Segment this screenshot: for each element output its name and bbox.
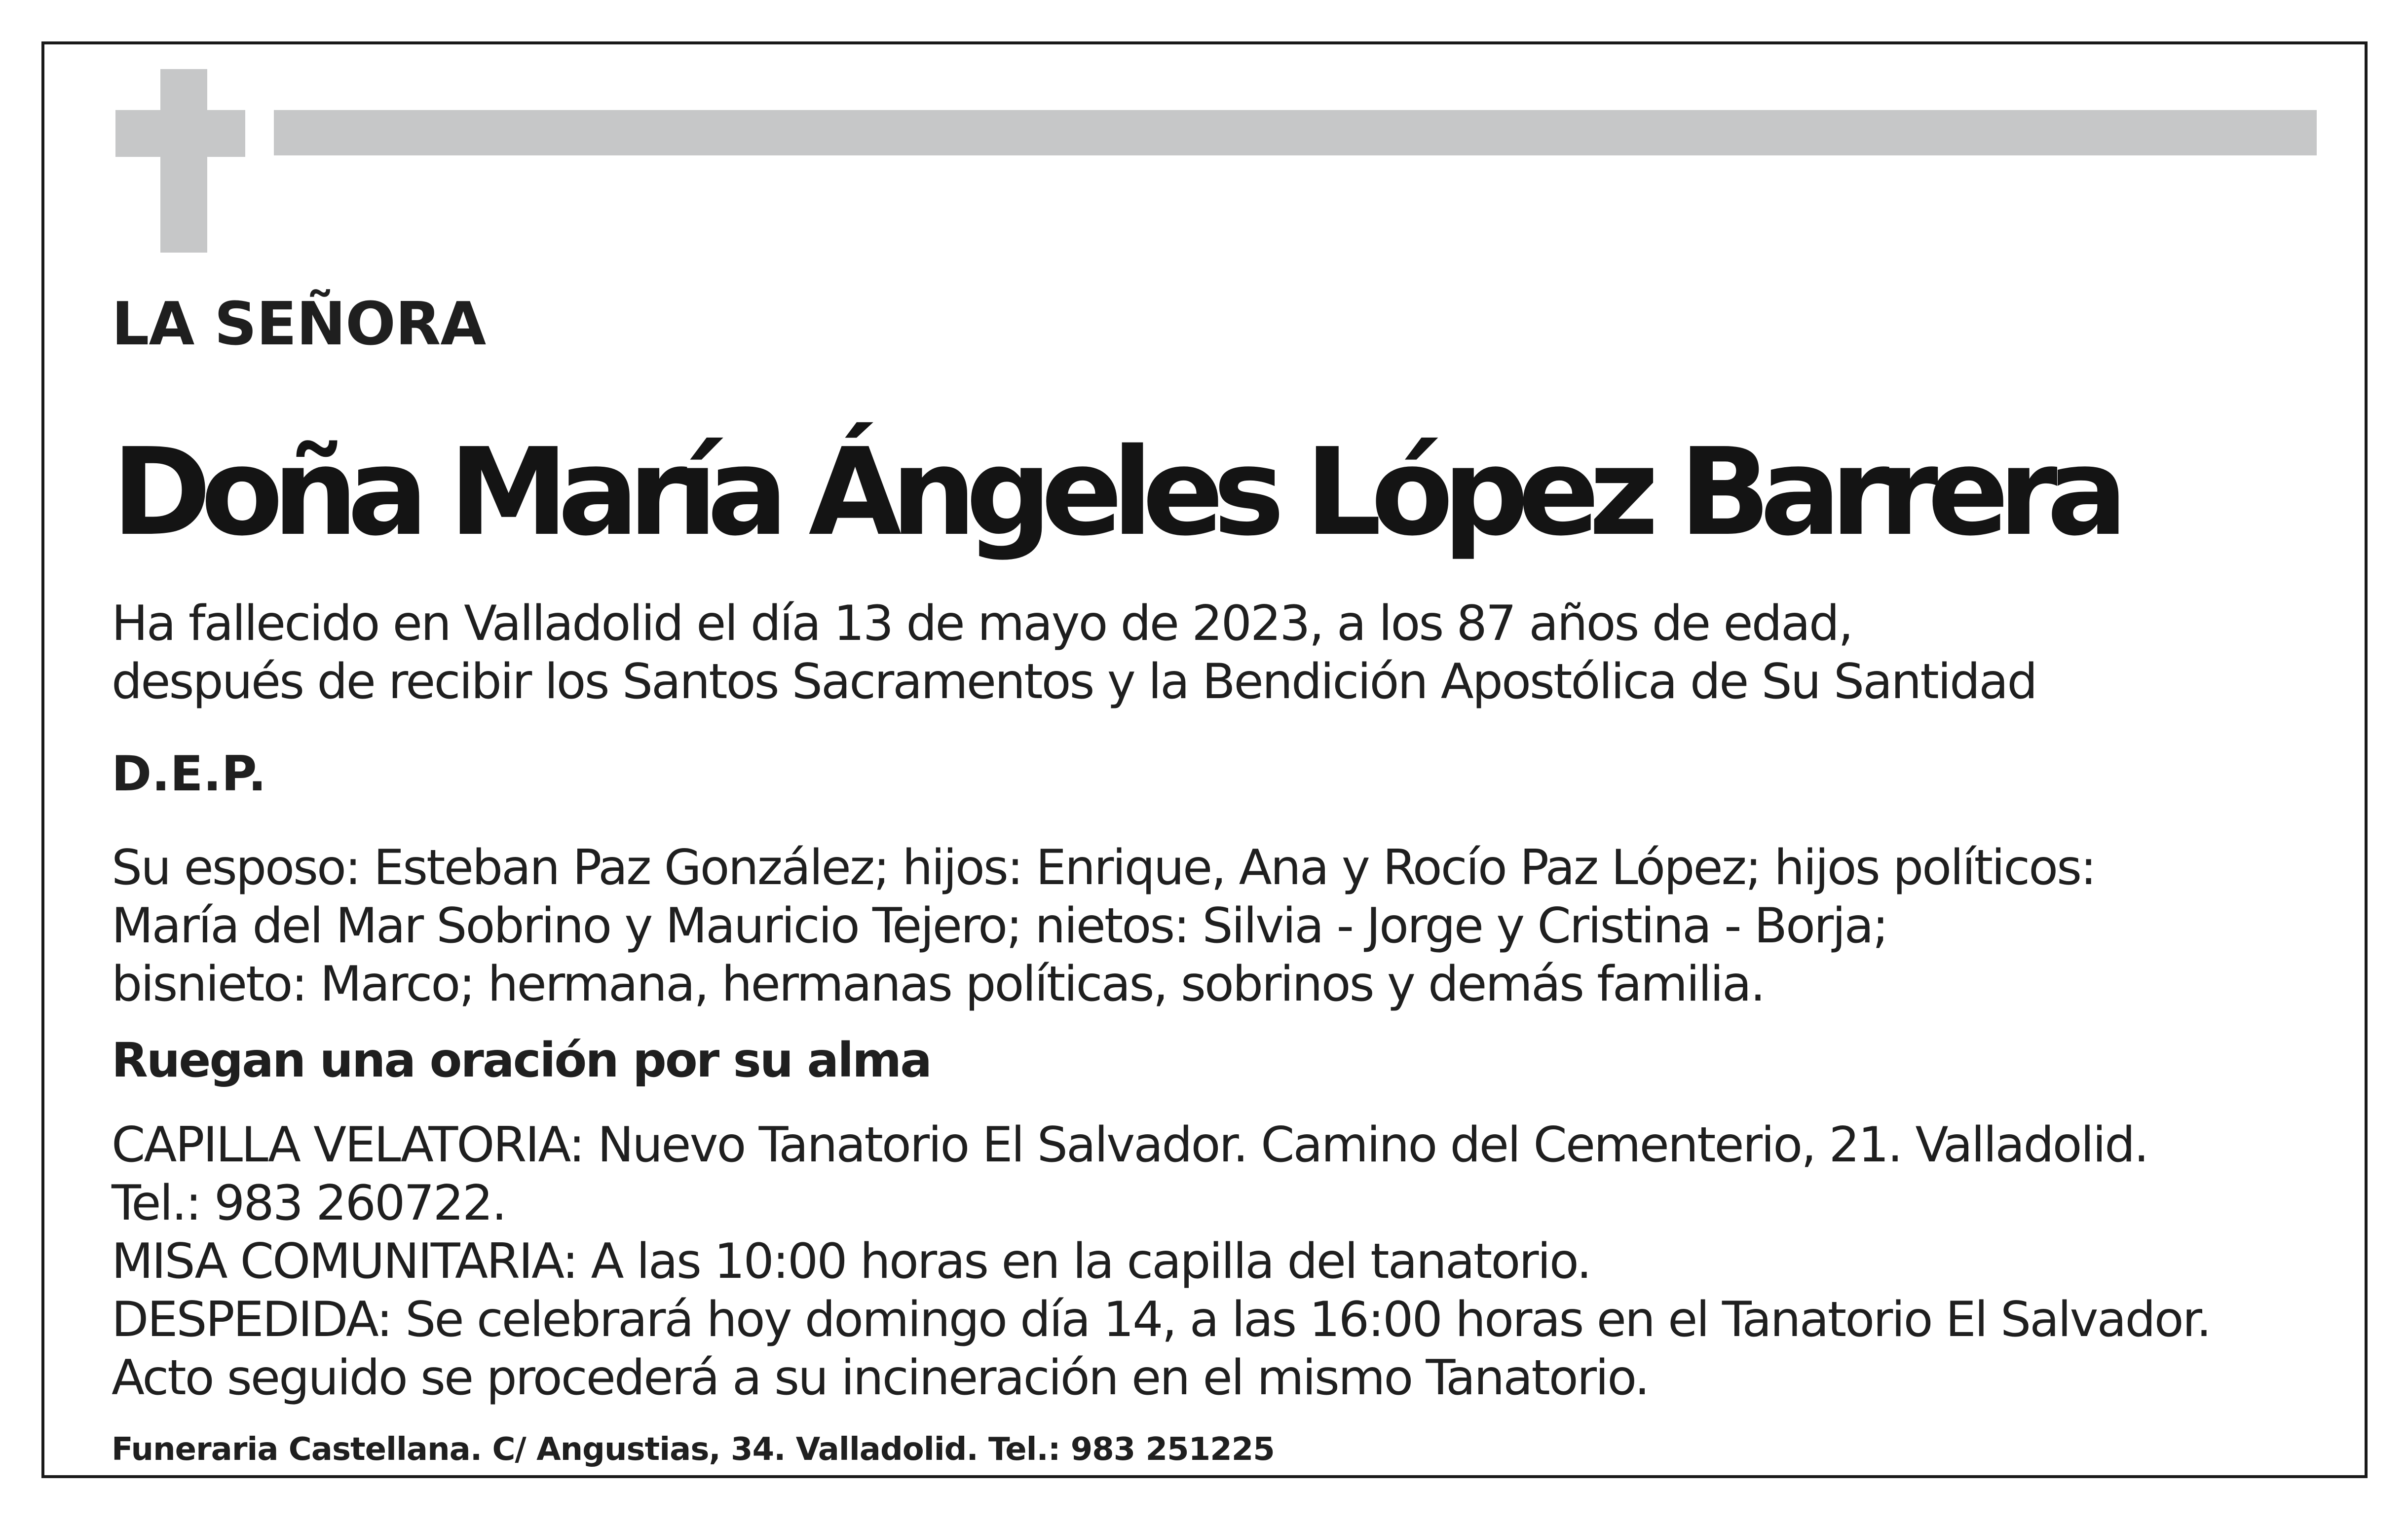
funeral-home-footer: Funeraria Castellana. C/ Angustias, 34. Valladolid. Tel.: 983 251225 bbox=[112, 1431, 1275, 1468]
dep-label: D.E.P. bbox=[112, 746, 266, 802]
family-line: bisnieto: Marco; hermana, hermanas políticas, sobrinos y demás familia. bbox=[112, 956, 1765, 1012]
cross-vertical-bar bbox=[160, 69, 207, 253]
family-line: Su esposo: Esteban Paz González; hijos: Enrique, Ana y Rocío Paz López; hijos políticos: bbox=[112, 840, 2096, 896]
notice-heading: LA SEÑORA bbox=[112, 290, 486, 359]
details-line: CAPILLA VELATORIA: Nuevo Tanatorio El Salvador. Camino del Cementerio, 21. Valladolid. bbox=[112, 1117, 2148, 1173]
top-rule bbox=[274, 110, 2317, 155]
details-line: Tel.: 983 260722. bbox=[112, 1175, 506, 1231]
deceased-name: Doña María Ángeles López Barrera bbox=[112, 422, 2117, 562]
details-line: DESPEDIDA: Se celebrará hoy domingo día 14, a las 16:00 horas en el Tanatorio El Salvador. bbox=[112, 1292, 2211, 1348]
family-line: María del Mar Sobrino y Mauricio Tejero; nietos: Silvia - Jorge y Cristina - Borja; bbox=[112, 898, 1887, 954]
details-line: MISA COMUNITARIA: A las 10:00 horas en la capilla del tanatorio. bbox=[112, 1233, 1591, 1290]
cross-horizontal-bar bbox=[115, 110, 245, 157]
death-line: Ha fallecido en Valladolid el día 13 de mayo de 2023, a los 87 años de edad, bbox=[112, 595, 1852, 652]
prayer-request: Ruegan una oración por su alma bbox=[112, 1033, 931, 1088]
death-line: después de recibir los Santos Sacramentos y la Bendición Apostólica de Su Santidad bbox=[112, 654, 2036, 710]
details-line: Acto seguido se procederá a su incineración en el mismo Tanatorio. bbox=[112, 1350, 1649, 1406]
